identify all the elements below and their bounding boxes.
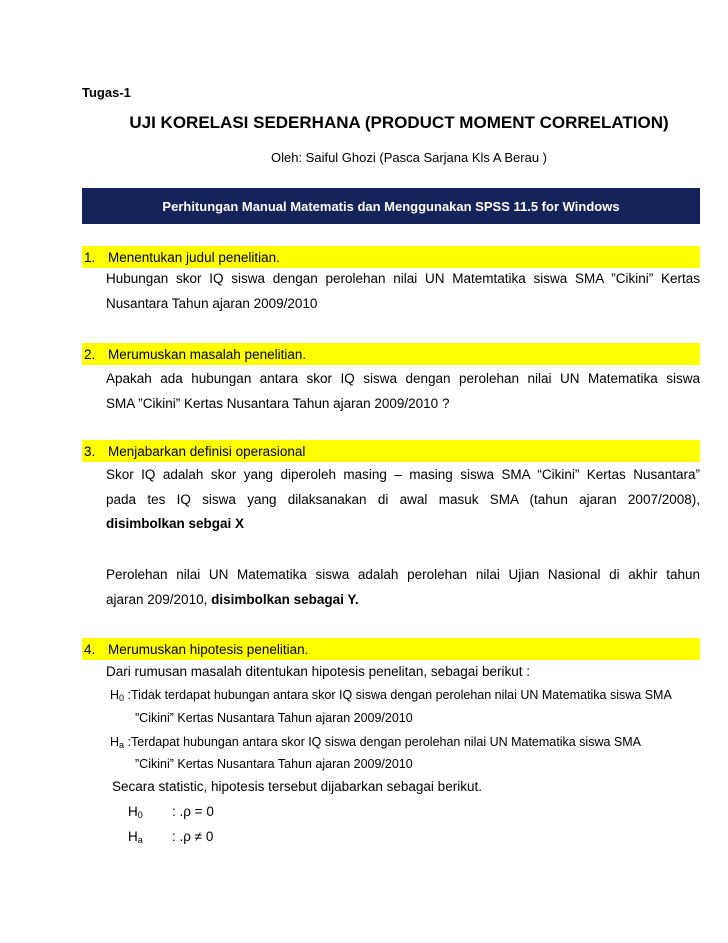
section-4-intro: Dari rumusan masalah ditentukan hipotesis penelitan, sebagai berikut : <box>106 664 530 679</box>
stat-ha-expression: : .ρ ≠ 0 <box>172 829 214 844</box>
hypothesis-ha <box>110 731 710 754</box>
hypothesis-h0-cont: ”Cikini” Kertas Nusantara Tahun ajaran 2009/2010 <box>135 711 413 725</box>
ha-text: :Terdapat hubungan antara skor IQ siswa dengan perolehan nilai UN Matematika siswa SMA <box>124 735 641 749</box>
body-line-bold: disimbolkan sebgai X <box>106 516 245 531</box>
body-line: SMA ”Cikini” Kertas Nusantara Tahun ajaran 2009/2010 ? <box>106 395 450 411</box>
stat-h0-label <box>128 800 143 825</box>
body-line: pada tes IQ siswa yang dilaksanakan di awal masuk SMA (tahun ajaran 2007/2008), <box>106 491 700 507</box>
author-line: Oleh: Saiful Ghozi (Pasca Sarjana Kls A Berau ) <box>270 150 548 165</box>
section-3-heading <box>82 440 700 462</box>
stat-ha-subscript: a <box>137 835 143 845</box>
section-number: 2. <box>84 346 96 362</box>
ha-label: H <box>110 735 120 749</box>
body-text: ajaran 209/2010, <box>106 591 212 607</box>
section-number: 3. <box>84 443 96 459</box>
body-line: Apakah ada hubungan antara skor IQ siswa dengan perolehan nilai UN Matematika siswa <box>106 371 700 386</box>
body-line: Hubungan skor IQ siswa dengan perolehan nilai UN Matemtatika siswa SMA ”Cikini” Kertas <box>106 271 700 286</box>
section-2-heading <box>82 343 700 365</box>
section-heading-text: Merumuskan hipotesis penelitian. <box>108 641 309 657</box>
section-1-body <box>106 267 700 316</box>
assignment-label: Tugas-1 <box>82 85 131 100</box>
stat-h0-expression: : .ρ = 0 <box>172 804 214 819</box>
body-text-bold: disimbolkan sebagai Y. <box>211 591 359 607</box>
hypothesis-h0 <box>110 684 710 707</box>
body-line <box>106 588 700 613</box>
stat-h0-letter: H <box>128 804 138 819</box>
stat-ha-letter: H <box>128 829 138 844</box>
body-line: Skor IQ adalah skor yang diperoleh masing – masing siswa SMA “Cikini” Kertas Nusantara” <box>106 467 700 482</box>
section-3-body-2 <box>106 563 700 612</box>
section-heading-text: Menjabarkan definisi operasional <box>108 443 306 459</box>
section-1-heading <box>82 246 700 268</box>
banner-text: Perhitungan Manual Matematis dan Menggunakan SPSS 11.5 for Windows <box>162 198 620 214</box>
section-4-heading <box>82 638 700 660</box>
h0-text: :Tidak terdapat hubungan antara skor IQ siswa dengan perolehan nilai UN Matematika siswa SMA <box>124 688 672 702</box>
section-heading-text: Menentukan judul penelitian. <box>108 249 280 265</box>
ha-subscript: a <box>119 740 125 750</box>
section-3-body <box>106 463 700 537</box>
body-line: Perolehan nilai UN Matematika siswa adalah perolehan nilai Ujian Nasional di akhir tahun <box>106 567 700 582</box>
section-heading-text: Merumuskan masalah penelitian. <box>108 346 307 362</box>
section-2-body <box>106 367 700 416</box>
section-number: 4. <box>84 641 96 657</box>
hypothesis-ha-cont: ”Cikini” Kertas Nusantara Tahun ajaran 2009/2010 <box>135 757 413 771</box>
stat-ha-label <box>128 825 143 850</box>
section-number: 1. <box>84 249 96 265</box>
body-line: Nusantara Tahun ajaran 2009/2010 <box>106 295 318 311</box>
h0-label: H <box>110 688 120 702</box>
h0-subscript: 0 <box>119 693 125 703</box>
page-title: UJI KORELASI SEDERHANA (PRODUCT MOMENT CORRELATION) <box>129 113 669 132</box>
stat-h0-subscript: 0 <box>137 810 143 820</box>
statistical-hypothesis-intro: Secara statistic, hipotesis tersebut dijabarkan sebagai berikut. <box>112 779 482 794</box>
section-banner <box>82 188 700 224</box>
